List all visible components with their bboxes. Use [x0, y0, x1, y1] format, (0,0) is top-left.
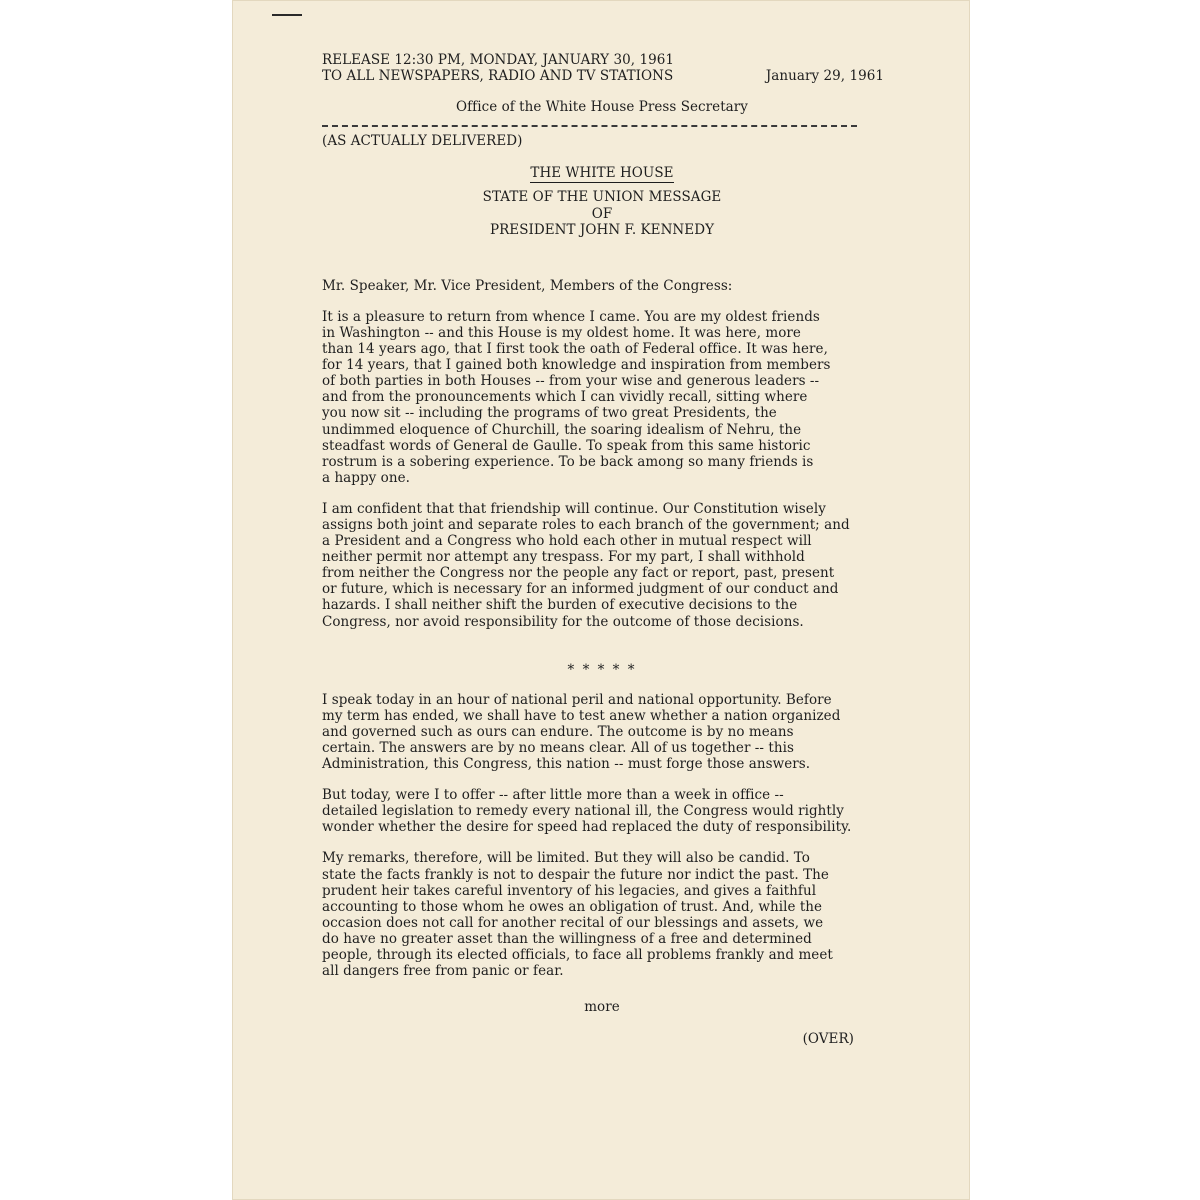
- more-marker: more: [584, 999, 620, 1016]
- margin-mark: [272, 14, 302, 16]
- text-line: from neither the Congress nor the people any fact or report, past, present: [322, 565, 835, 582]
- text-line: I speak today in an hour of national peril and national opportunity. Before: [322, 691, 832, 708]
- text-line: Congress, nor avoid responsibility for the outcome of those decisions.: [322, 613, 804, 630]
- text-line: or future, which is necessary for an informed judgment of our conduct and: [322, 581, 839, 598]
- text-line: detailed legislation to remedy every national ill, the Congress would rightly: [322, 803, 844, 820]
- white-house-title: THE WHITE HOUSE: [530, 165, 674, 182]
- text-line: and governed such as ours can endure. The outcome is by no means: [322, 723, 794, 740]
- text-line: steadfast words of General de Gaulle. To speak from this same historic: [322, 437, 811, 454]
- message-title-1: STATE OF THE UNION MESSAGE: [482, 189, 722, 206]
- text-line: certain. The answers are by no means clear. All of us together -- this: [322, 740, 794, 756]
- distribution-line: TO ALL NEWSPAPERS, RADIO AND TV STATIONS: [322, 68, 674, 85]
- paragraph: [322, 850, 882, 979]
- text-line: I am confident that that friendship will continue. Our Constitution wisely: [322, 500, 826, 517]
- text-line: than 14 years ago, that I first took the oath of Federal office. It was here,: [322, 341, 828, 358]
- office-line: Office of the White House Press Secretary: [456, 99, 748, 116]
- text-line: for 14 years, that I gained both knowledge and inspiration from members: [322, 357, 831, 374]
- text-line: do have no greater asset than the willingness of a free and determined: [322, 930, 812, 947]
- text-line: It is a pleasure to return from whence I came. You are my oldest friends: [322, 308, 820, 325]
- text-line: But today, were I to offer -- after little more than a week in office --: [322, 787, 784, 804]
- paragraph: [322, 692, 882, 772]
- release-line: RELEASE 12:30 PM, MONDAY, JANUARY 30, 1961: [322, 52, 675, 68]
- body-before-break: [322, 309, 882, 630]
- paragraph: [322, 501, 882, 630]
- text-line: and from the pronouncements which I can vividly recall, sitting where: [322, 389, 808, 406]
- over-marker: (OVER): [802, 1031, 854, 1048]
- text-line: occasion does not call for another recital of our blessings and assets, we: [322, 914, 824, 931]
- release-row: [322, 52, 882, 68]
- text-line: rostrum is a sobering experience. To be back among so many friends is: [322, 453, 814, 470]
- text-line: accounting to those whom he owes an obligation of trust. And, while the: [322, 898, 823, 915]
- text-line: a President and a Congress who hold each other in mutual respect will: [322, 533, 812, 550]
- text-line: neither permit nor attempt any trespass. For my part, I shall withhold: [322, 549, 805, 566]
- press-release: [322, 52, 882, 1047]
- text-line: all dangers free from panic or fear.: [322, 963, 564, 980]
- paragraph: [322, 787, 882, 835]
- distribution-row: [322, 68, 882, 84]
- text-line: in Washington -- and this House is my oldest home. It was here, more: [322, 324, 801, 341]
- dashed-divider: [322, 125, 857, 127]
- text-line: hazards. I shall neither shift the burden of executive decisions to the: [322, 597, 798, 614]
- text-line: undimmed eloquence of Churchill, the soaring idealism of Nehru, the: [322, 421, 802, 438]
- text-line: assigns both joint and separate roles to each branch of the government; and: [322, 516, 850, 533]
- text-line: My remarks, therefore, will be limited. But they will also be candid. To: [322, 850, 810, 867]
- section-break: * * * * *: [567, 661, 637, 678]
- white-house-heading: [322, 165, 882, 181]
- document-page: [232, 0, 970, 1200]
- paragraph: [322, 309, 882, 486]
- text-line: of both parties in both Houses -- from your wise and generous leaders --: [322, 373, 820, 390]
- release-date: January 29, 1961: [765, 68, 884, 85]
- delivered-note: (AS ACTUALLY DELIVERED): [322, 133, 523, 150]
- message-title-2: OF: [591, 205, 613, 222]
- text-line: prudent heir takes careful inventory of his legacies, and gives a faithful: [322, 882, 817, 899]
- message-title-3: PRESIDENT JOHN F. KENNEDY: [489, 221, 715, 238]
- salutation: Mr. Speaker, Mr. Vice President, Members of the Congress:: [322, 277, 733, 294]
- body-after-break: [322, 692, 882, 980]
- text-line: state the facts frankly is not to despair the future nor indict the past. The: [322, 866, 829, 883]
- text-line: my term has ended, we shall have to test anew whether a nation organized: [322, 707, 841, 724]
- text-line: wonder whether the desire for speed had replaced the duty of responsibility.: [322, 819, 852, 836]
- text-line: Administration, this Congress, this nation -- must forge those answers.: [322, 756, 811, 773]
- text-line: you now sit -- including the programs of two great Presidents, the: [322, 405, 777, 422]
- text-line: people, through its elected officials, to face all problems frankly and meet: [322, 947, 833, 964]
- text-line: a happy one.: [322, 469, 410, 486]
